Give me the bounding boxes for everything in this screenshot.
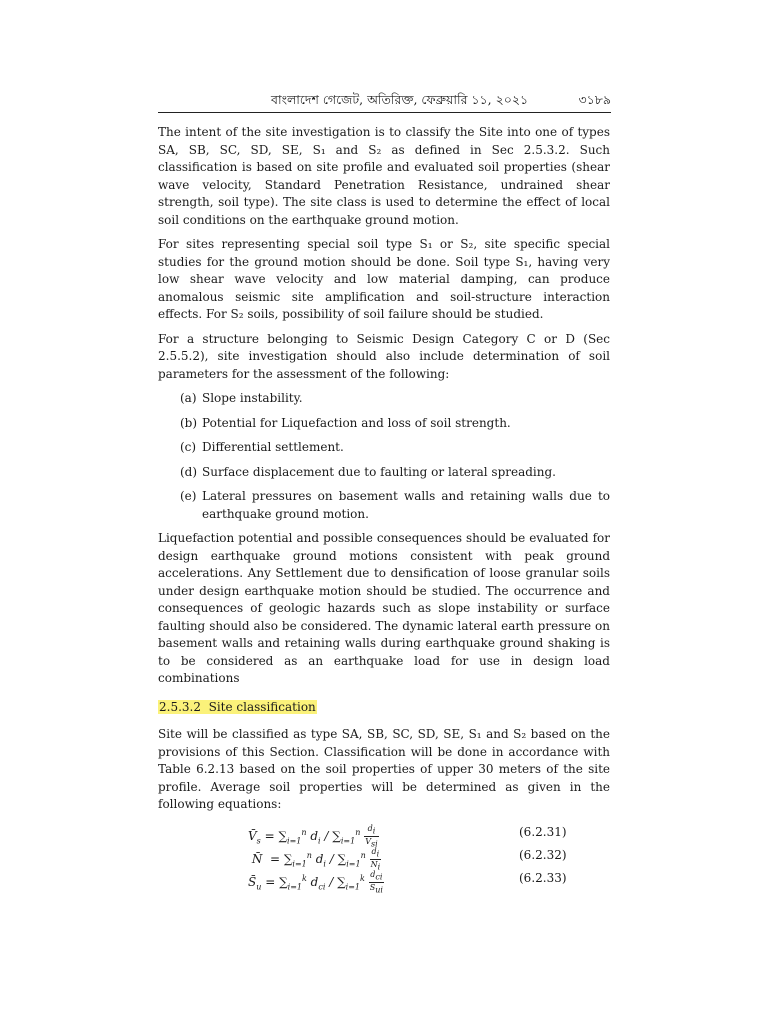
list-item: [180, 488, 610, 523]
equation-number: (6.2.31): [519, 824, 567, 839]
assessment-list: [180, 390, 610, 523]
equation-expression: $S̄_u = \sum_{i=1}^k$ $d_{ci} / \sum_{i=1}^k$ $\frac{d_{ci}}{S_{ui}}$: [248, 869, 383, 895]
gazette-title: বাংলাদেশ গেজেট, অতিরিক্ত, ফেব্রুয়ারি ১১, ২০২১: [271, 92, 529, 107]
page-header: [158, 92, 611, 112]
paragraph-special-soil: For sites representing special soil type S₁ or S₂, site specific special studies for the ground motion should be done. Soil type S₁, having very low shear wave velocity and low material damping, can produce anomalous seismic site amplification and soil-structure interaction effects. For S₂ soils, possibility of soil failure should be studied.: [158, 237, 610, 321]
list-marker: (c): [180, 440, 197, 454]
list-text: Slope instability.: [202, 391, 303, 405]
paragraph-design-category: For a structure belonging to Seismic Design Category C or D (Sec 2.5.5.2), site investigation should also include determination of soil parameters for the assessment of the following:: [158, 331, 610, 381]
equation-shear-wave: [158, 821, 610, 849]
list-text: Surface displacement due to faulting or lateral spreading.: [202, 464, 556, 479]
list-item: [180, 464, 610, 482]
section-heading: [158, 699, 317, 717]
equation-expression: N̄ = $\sum_{i=1}^n$ $d_i / \sum_{i=1}^n$ $\frac{d_i}{N_i}$: [248, 846, 381, 872]
list-item: [180, 390, 610, 408]
document-body: [158, 124, 610, 895]
list-marker: (a): [180, 391, 197, 405]
paragraph-classification: Site will be classified as type SA, SB, SC, SD, SE, S₁ and S₂ based on the provisions of this Section. Classification will be done in accordance with Table 6.2.13 based on the soil properties of upper 30 meters of the site profile. Average soil properties will be determined as given in the following equations:: [158, 727, 610, 811]
page-number: ৩১৮৯: [578, 92, 611, 107]
section-title: Site classification: [208, 699, 316, 714]
equation-number: (6.2.32): [519, 847, 567, 862]
list-text: Differential settlement.: [202, 440, 344, 454]
list-marker: (b): [180, 415, 198, 430]
list-text: Lateral pressures on basement walls and retaining walls due to earthquake ground motion.: [202, 489, 610, 521]
list-marker: (e): [180, 489, 197, 503]
list-text: Potential for Liquefaction and loss of soil strength.: [202, 415, 511, 430]
equation-number: (6.2.33): [519, 870, 567, 885]
list-item: [180, 415, 610, 433]
list-item: [180, 439, 610, 457]
equation-spt: [158, 844, 610, 872]
list-marker: (d): [180, 464, 198, 479]
section-number: 2.5.3.2: [159, 699, 201, 714]
paragraph-site-intent: The intent of the site investigation is to classify the Site into one of types SA, SB, SC, SD, SE, S₁ and S₂ as defined in Sec 2.5.3.2. Such classification is based on site profile and evaluated soil properties (shear wave velocity, Standard Penetration Resistance, undrained shear strength, soil type). The site class is used to determine the effect of local soil conditions on the earthquake ground motion.: [158, 125, 610, 227]
equation-expression: $V̄_s = \sum_{i=1}^n$ $d_i / \sum_{i=1}^n$ $\frac{d_i}{V_{si}}$: [248, 823, 378, 849]
equation-shear-strength: [158, 867, 610, 895]
paragraph-liquefaction: Liquefaction potential and possible consequences should be evaluated for design earthquake ground motions consistent with peak ground accelerations. Any Settlement due to densification of loose granular soils under design earthquake motion should be studied. The occurrence and consequences of geologic hazards such as slope instability or surface faulting should also be considered. The dynamic lateral earth pressure on basement walls and retaining walls during earthquake ground shaking is to be considered as an earthquake load for use in design load combinations: [158, 531, 610, 685]
header-rule: [158, 112, 611, 113]
